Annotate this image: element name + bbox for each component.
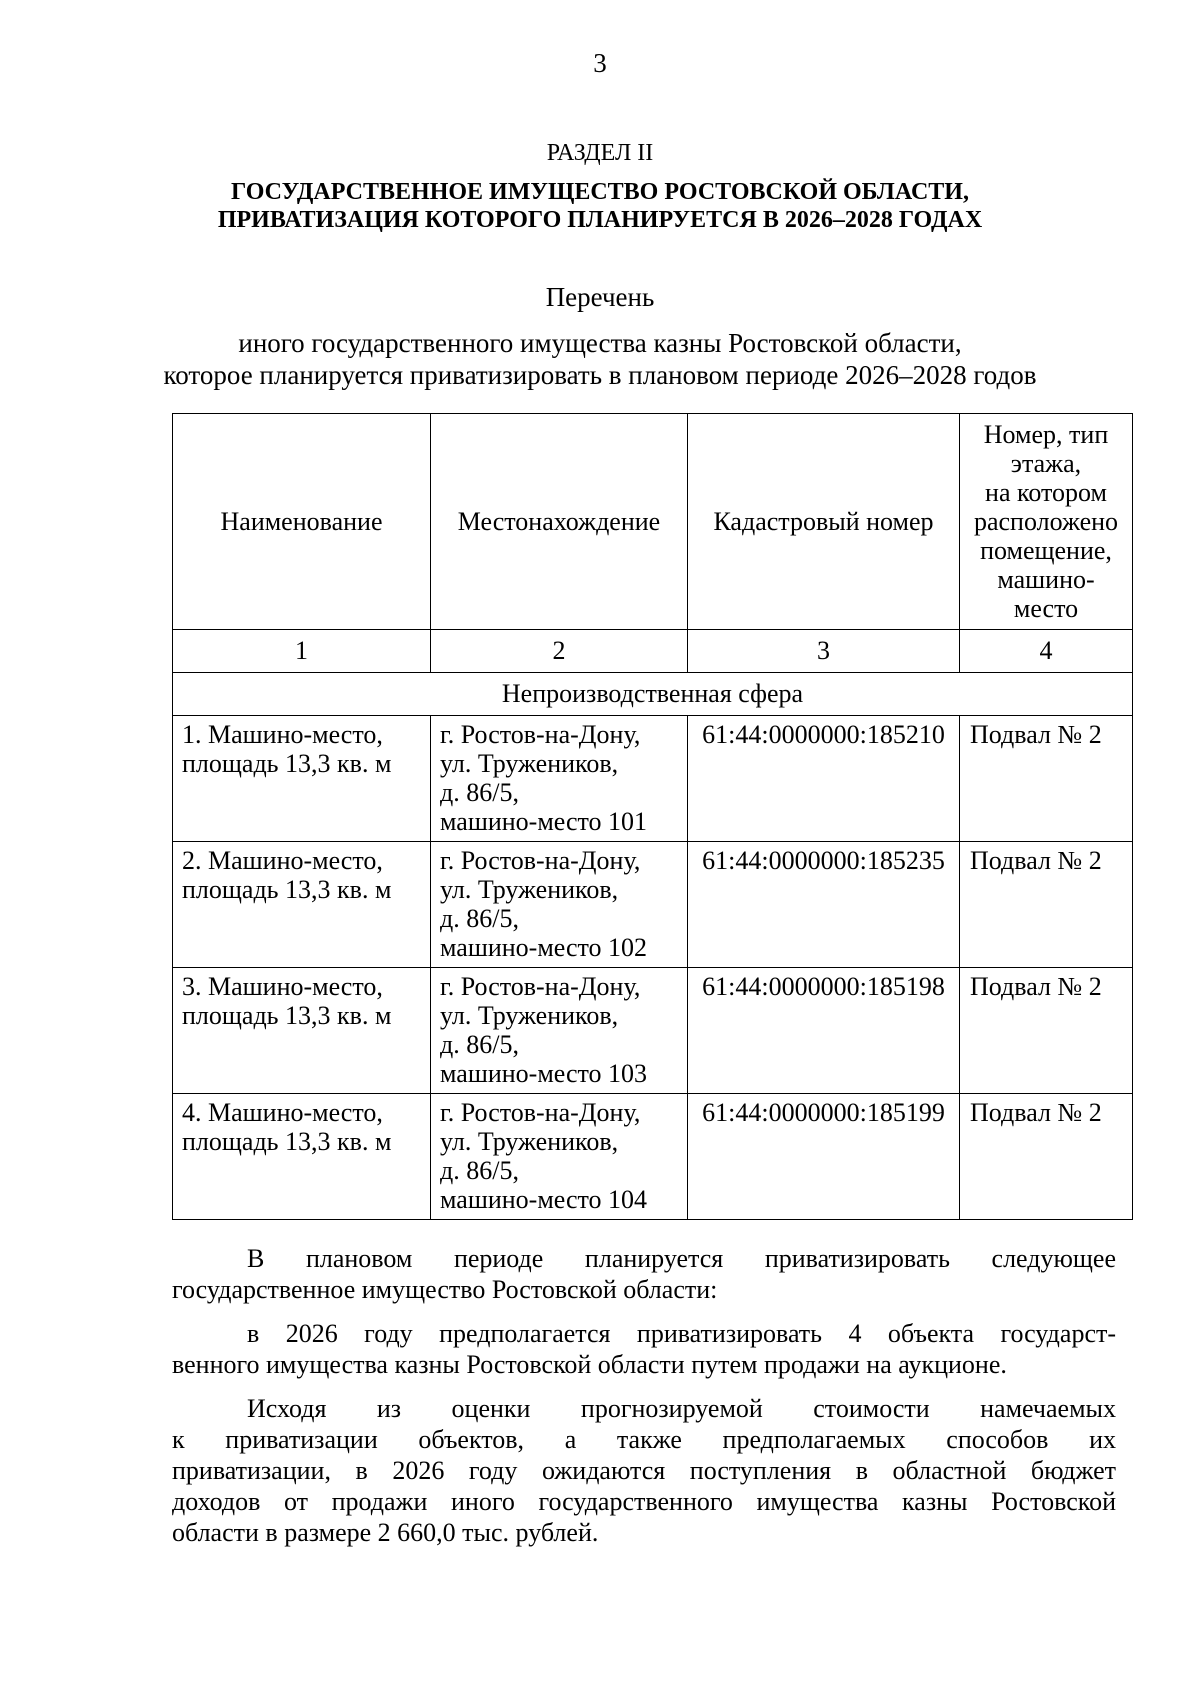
paragraph-line: государственное имущество Ростовской области: <box>172 1275 718 1304</box>
cell-line: машино-место 103 <box>440 1059 648 1088</box>
paragraph-line: к приватизации объектов, а также предполагаемых способов их <box>172 1425 1116 1454</box>
cell-line: г. Ростов-на-Дону, <box>440 720 641 749</box>
table-row <box>173 716 1133 842</box>
cell-name <box>173 716 431 842</box>
paragraph-line: приватизации, в 2026 году ожидаются поступления в областной бюджет <box>172 1456 1116 1485</box>
cell-line: д. 86/5, <box>440 1030 519 1059</box>
asset-table <box>172 413 1133 1220</box>
cell-cadastral: 61:44:0000000:185198 <box>688 968 960 1094</box>
cell-line: ул. Тружеников, <box>440 875 619 904</box>
cell-location <box>431 968 688 1094</box>
cell-cadastral: 61:44:0000000:185210 <box>688 716 960 842</box>
table-header-row <box>173 414 1133 630</box>
cell-line: г. Ростов-на-Дону, <box>440 1098 641 1127</box>
cell-line: площадь 13,3 кв. м <box>182 1001 392 1030</box>
table-row <box>173 1094 1133 1220</box>
cell-location <box>431 1094 688 1220</box>
sphere-label: Непроизводственная сфера <box>173 673 1133 716</box>
paragraph-line: в 2026 году предполагается приватизировать 4 объекта государст- <box>247 1319 1116 1348</box>
header-name: Наименование <box>173 414 431 630</box>
header-floor-line: помещение, <box>980 536 1112 565</box>
paragraph-line: доходов от продажи иного государственного имущества казны Ростовской <box>172 1487 1116 1516</box>
cell-line: 4. Машино-место, <box>182 1098 383 1127</box>
list-subheading-line: иного государственного имущества казны Ростовской области, <box>238 328 962 358</box>
sphere-row <box>173 673 1133 716</box>
cell-name <box>173 1094 431 1220</box>
header-floor-line: место <box>1013 594 1079 623</box>
header-cadastral: Кадастровый номер <box>688 414 960 630</box>
paragraph-plan <box>172 1243 1116 1305</box>
header-floor-line: на котором <box>985 478 1107 507</box>
column-number: 4 <box>960 630 1133 673</box>
header-floor <box>960 414 1133 630</box>
cell-floor: Подвал № 2 <box>960 968 1133 1094</box>
column-number: 1 <box>173 630 431 673</box>
section-title-line: ГОСУДАРСТВЕННОЕ ИМУЩЕСТВО РОСТОВСКОЙ ОБЛАСТИ, <box>231 179 969 205</box>
cell-location <box>431 716 688 842</box>
cell-line: ул. Тружеников, <box>440 1127 619 1156</box>
header-floor-line: этажа, <box>1010 449 1082 478</box>
cell-line: машино-место 102 <box>440 933 648 962</box>
column-number-row <box>173 630 1133 673</box>
list-heading: Перечень <box>545 282 655 312</box>
cell-line: площадь 13,3 кв. м <box>182 875 392 904</box>
column-number: 2 <box>431 630 688 673</box>
table-row <box>173 842 1133 968</box>
cell-line: 1. Машино-место, <box>182 720 383 749</box>
cell-line: площадь 13,3 кв. м <box>182 749 392 778</box>
cell-line: ул. Тружеников, <box>440 749 619 778</box>
paragraph-line: области в размере 2 660,0 тыс. рублей. <box>172 1518 599 1547</box>
list-subheading <box>0 327 1200 391</box>
cell-line: г. Ростов-на-Дону, <box>440 972 641 1001</box>
header-floor-line: машино- <box>997 565 1095 594</box>
cell-line: ул. Тружеников, <box>440 1001 619 1030</box>
cell-line: 3. Машино-место, <box>182 972 383 1001</box>
list-subheading-line: которое планируется приватизировать в плановом периоде 2026–2028 годов <box>163 360 1037 390</box>
cell-cadastral: 61:44:0000000:185199 <box>688 1094 960 1220</box>
table-row <box>173 968 1133 1094</box>
paragraph-line: В плановом периоде планируется приватизировать следующее <box>247 1244 1116 1273</box>
cell-location <box>431 842 688 968</box>
cell-line: 2. Машино-место, <box>182 846 383 875</box>
cell-name <box>173 842 431 968</box>
paragraph-line: венного имущества казны Ростовской области путем продажи на аукционе. <box>172 1350 1007 1379</box>
cell-line: д. 86/5, <box>440 778 519 807</box>
page-number: 3 <box>593 48 607 78</box>
cell-line: машино-место 104 <box>440 1185 648 1214</box>
cell-line: машино-место 101 <box>440 807 648 836</box>
header-location: Местонахождение <box>431 414 688 630</box>
section-title-line: ПРИВАТИЗАЦИЯ КОТОРОГО ПЛАНИРУЕТСЯ В 2026–2028 ГОДАХ <box>217 207 983 233</box>
cell-line: д. 86/5, <box>440 1156 519 1185</box>
section-label: РАЗДЕЛ II <box>546 140 654 166</box>
paragraph-line: Исходя из оценки прогнозируемой стоимости намечаемых <box>247 1394 1116 1423</box>
cell-cadastral: 61:44:0000000:185235 <box>688 842 960 968</box>
cell-floor: Подвал № 2 <box>960 716 1133 842</box>
header-floor-line: расположено <box>973 507 1119 536</box>
cell-floor: Подвал № 2 <box>960 1094 1133 1220</box>
paragraph-2026-auction <box>172 1318 1116 1380</box>
cell-line: д. 86/5, <box>440 904 519 933</box>
paragraph-revenue <box>172 1393 1116 1548</box>
cell-line: г. Ростов-на-Дону, <box>440 846 641 875</box>
cell-line: площадь 13,3 кв. м <box>182 1127 392 1156</box>
cell-floor: Подвал № 2 <box>960 842 1133 968</box>
section-title <box>0 178 1200 234</box>
header-floor-line: Номер, тип <box>983 420 1109 449</box>
cell-name <box>173 968 431 1094</box>
column-number: 3 <box>688 630 960 673</box>
